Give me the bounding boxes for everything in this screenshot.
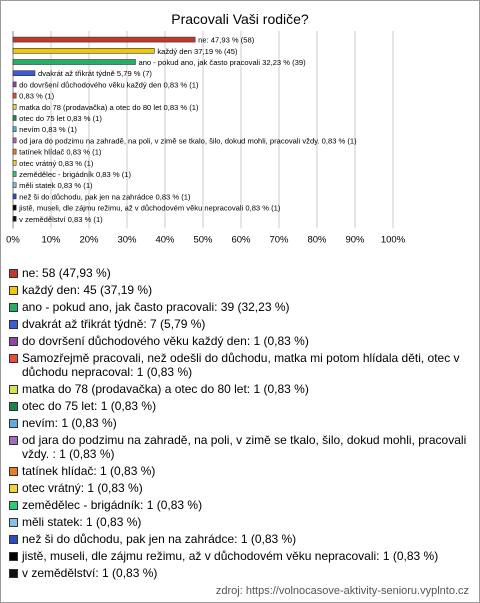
legend-swatch xyxy=(9,501,18,510)
legend-label: do dovršení důchodového věku každý den: 1 (0,83 %) xyxy=(22,334,309,348)
legend-swatch xyxy=(9,467,18,476)
legend-swatch xyxy=(9,320,18,329)
legend-item xyxy=(9,532,471,546)
bar xyxy=(13,37,195,42)
legend-item xyxy=(9,498,471,512)
legend-swatch xyxy=(9,535,18,544)
legend-item xyxy=(9,433,471,461)
legend-item xyxy=(9,464,471,478)
x-tick-label: 80% xyxy=(307,234,327,246)
x-tick-label: 0% xyxy=(6,234,20,246)
bar xyxy=(13,82,16,87)
legend-item xyxy=(9,566,471,580)
bar-label: ano - pokud ano, jak často pracovali 32,23 % (39) xyxy=(138,58,306,67)
bar-label: matka do 78 (prodavačka) a otec do 80 let 0,83 % (1) xyxy=(19,102,199,112)
bar xyxy=(13,172,16,177)
legend-swatch xyxy=(9,286,18,295)
legend-swatch xyxy=(9,402,18,411)
legend-label: ano - pokud ano, jak často pracovali: 39 (32,23 %) xyxy=(22,300,290,314)
x-tick-label: 100% xyxy=(380,234,406,246)
legend-label: tatínek hlídač: 1 (0,83 %) xyxy=(22,464,156,478)
legend-label: otec vrátný: 1 (0,83 %) xyxy=(22,481,143,495)
legend-swatch xyxy=(9,337,18,346)
legend-swatch xyxy=(9,436,18,445)
x-tick-label: 50% xyxy=(193,234,213,246)
legend-swatch xyxy=(9,354,18,363)
legend-item xyxy=(9,549,471,563)
x-tick-label: 90% xyxy=(345,234,365,246)
legend-item xyxy=(9,515,471,529)
legend-item xyxy=(9,317,471,331)
legend-item xyxy=(9,481,471,495)
legend-swatch xyxy=(9,518,18,527)
bar-label: nevím 0,83 % (1) xyxy=(19,125,77,135)
legend xyxy=(9,266,471,583)
bar xyxy=(13,183,16,188)
bar xyxy=(13,71,35,76)
legend-label: než ši do důchodu, pak jen na zahrádce: 1 (0,83 %) xyxy=(22,532,297,546)
legend-item xyxy=(9,399,471,413)
x-tick-label: 40% xyxy=(155,234,175,246)
bar xyxy=(13,104,16,109)
legend-label: jistě, museli, dle zájmu režimu, až v důchodovém věku nepracovali: 1 (0,83 %) xyxy=(22,549,439,563)
bar xyxy=(13,149,16,154)
bar-label: měli statek 0,83 % (1) xyxy=(19,181,93,191)
legend-item xyxy=(9,382,471,396)
legend-label: matka do 78 (prodavačka) a otec do 80 let: 1 (0,83 %) xyxy=(22,382,309,396)
bar xyxy=(13,138,16,143)
source-note: zdroj: https://volnocasove-aktivity-senioru.vyplnto.cz xyxy=(215,585,469,597)
x-tick-label: 60% xyxy=(231,234,251,246)
legend-swatch xyxy=(9,419,18,428)
legend-label: měli statek: 1 (0,83 %) xyxy=(22,515,142,529)
bar-label: než ši do důchodu, pak jen na zahrádce 0,83 % (1) xyxy=(19,192,191,202)
bar-label: v zemědělství 0,83 % (1) xyxy=(19,214,103,224)
bar-label: jistě, museli, dle zájmu režimu, až v důchodovém věku nepracovali 0,83 % (1) xyxy=(19,203,281,213)
legend-label: dvakrát až třikrát týdně: 7 (5,79 %) xyxy=(22,317,206,331)
x-tick-label: 20% xyxy=(79,234,99,246)
x-tick-label: 70% xyxy=(269,234,289,246)
legend-item xyxy=(9,351,471,379)
bar xyxy=(13,127,16,132)
bar xyxy=(13,93,16,98)
legend-item xyxy=(9,334,471,348)
bar xyxy=(13,116,16,121)
bar-label: dvakrát až třikrát týdně 5,79 % (7) xyxy=(38,69,152,79)
bar xyxy=(13,205,16,210)
bar-chart xyxy=(1,1,479,263)
bar-label: zemědělec - brigádník 0,83 % (1) xyxy=(19,170,132,179)
x-tick-label: 30% xyxy=(117,234,137,246)
legend-swatch xyxy=(9,569,18,578)
legend-swatch xyxy=(9,385,18,394)
legend-swatch xyxy=(9,552,18,561)
legend-label: zemědělec - brigádník: 1 (0,83 %) xyxy=(22,498,203,512)
bar-label: do dovršení důchodového věku každý den 0,83 % (1) xyxy=(19,80,199,90)
bar-label: 0,83 % (1) xyxy=(19,91,55,101)
bar-label: otec vrátný 0,83 % (1) xyxy=(19,158,94,168)
bar xyxy=(13,194,16,199)
legend-label: každý den: 45 (37,19 %) xyxy=(22,283,153,297)
bar-label: každý den 37,19 % (45) xyxy=(157,46,238,56)
legend-label: od jara do podzimu na zahradě, na poli, v zimě se tkalo, šilo, dokud mohli, pracovali vždy. : 1 (0,83 %) xyxy=(22,433,467,461)
legend-label: ne: 58 (47,93 %) xyxy=(22,266,111,280)
bar-label: od jara do podzimu na zahradě, na poli, v zimě se tkalo, šilo, dokud mohli, pracovali vždy. 0,83 % (1) xyxy=(19,136,357,146)
bar xyxy=(13,60,135,65)
legend-item xyxy=(9,300,471,314)
legend-swatch xyxy=(9,484,18,493)
legend-label: otec do 75 let: 1 (0,83 %) xyxy=(22,399,157,413)
legend-label: Samozřejmě pracovali, než odešli do důchodu, matka mi potom hlídala děti, otec v důchodu nepracoval: 1 (0,83 %) xyxy=(22,351,460,379)
legend-swatch xyxy=(9,303,18,312)
legend-item xyxy=(9,283,471,297)
legend-item xyxy=(9,416,471,430)
legend-label: nevím: 1 (0,83 %) xyxy=(22,416,117,430)
bar xyxy=(13,160,16,165)
legend-swatch xyxy=(9,269,18,278)
bar xyxy=(13,48,154,53)
bar-label: otec do 75 let 0,83 % (1) xyxy=(19,114,102,123)
bar-label: ne: 47,93 % (58) xyxy=(198,35,255,45)
bar-label: tatínek hlídač 0,83 % (1) xyxy=(19,147,102,157)
legend-item xyxy=(9,266,471,280)
x-tick-label: 10% xyxy=(41,234,61,246)
chart-title: Pracovali Vaši rodiče? xyxy=(171,11,309,27)
bar xyxy=(13,216,16,221)
legend-label: v zemědělství: 1 (0,83 %) xyxy=(22,566,158,580)
